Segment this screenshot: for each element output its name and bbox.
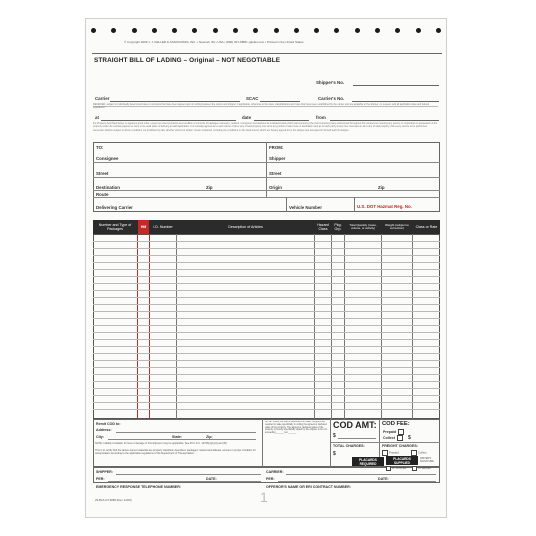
prepaid-text: Prepaid bbox=[383, 429, 397, 434]
zip-label-cod: Zip: bbox=[206, 435, 213, 439]
hole-icon bbox=[253, 28, 258, 33]
destination-label: Destination bbox=[96, 185, 120, 190]
by-shipper-text: BY SHIPPER bbox=[392, 467, 407, 471]
cod-fee-dollar: $ bbox=[408, 435, 411, 441]
divider bbox=[262, 419, 263, 467]
remit-cod-label: Remit COD to: bbox=[96, 422, 121, 426]
hole-icon bbox=[294, 28, 299, 33]
shipper-sig-field[interactable] bbox=[116, 474, 261, 475]
usdot-label: U.S. DOT Hazmat Reg. No. bbox=[357, 204, 412, 209]
placards-supplied-tag: PLACARDS SUPPLIED bbox=[386, 456, 418, 465]
table-row bbox=[93, 360, 440, 361]
per-field-2[interactable] bbox=[278, 481, 436, 482]
col-id-number: I.D. Number bbox=[153, 225, 173, 229]
by-driver-checkbox[interactable] bbox=[412, 466, 417, 471]
state-label: State: bbox=[172, 435, 182, 439]
by-shipper-label bbox=[386, 466, 406, 471]
table-row bbox=[93, 409, 440, 410]
total-charges-label: TOTAL CHARGES: bbox=[333, 444, 365, 448]
shippers-no-field[interactable] bbox=[353, 85, 439, 86]
hole-icon bbox=[192, 28, 197, 33]
property-text: the Property described below, in apparent good order, except as noted (contents and condition of contents of packages unknown), marked, consigned, and destined as indicated below which said company (the word company being understood throughout this contract as meaning any person or corporation in possession of the property under the contract) agrees to carry to its usual place of delivery at said destination. It is mutually agreed as to each carrier of all or any of said property over all or any portion of said route to destination and as to each party at any time interested in all or any of said property, that every service to be performed hereunder shall be subject to all the conditions not prohibited by law, whether printed or written, herein contained, including the conditions on the back hereof, which are hereby agreed to by the shipper and accepted for himself and his assigns. bbox=[93, 122, 438, 132]
carrier-sig-field[interactable] bbox=[286, 474, 436, 475]
hole-icon bbox=[355, 28, 360, 33]
table-row bbox=[93, 255, 440, 256]
table-row bbox=[93, 332, 440, 333]
col-total-quantity: Total Quantity (mass, volume, or activity) bbox=[349, 222, 377, 230]
table-row bbox=[93, 241, 440, 242]
shipment-table-header bbox=[93, 220, 440, 234]
table-row bbox=[93, 248, 440, 249]
consignee-field[interactable] bbox=[93, 162, 266, 163]
carrier-sig-label: CARRIER: bbox=[266, 470, 284, 474]
divider bbox=[354, 197, 355, 212]
scac-label: SCAC bbox=[246, 96, 259, 101]
liability-note: NOTE: Liability Limitation for loss or damage in this shipment may be applicable. See 49 U.S.C. 14706(c)(1)(A) and (B). bbox=[95, 442, 228, 445]
hole-icon bbox=[213, 28, 218, 33]
address-label: Address: bbox=[96, 428, 112, 432]
at-label: at bbox=[95, 115, 99, 120]
address-field[interactable] bbox=[116, 432, 256, 433]
table-row bbox=[93, 311, 440, 312]
table-row bbox=[93, 388, 440, 389]
value-note: NOTE: Where the rate is dependent on value, shippers are required to state specifically in writing the agreed or declared value of the property. The agreed or declared value of the property is hereby specifically stated by the shipper to be not exceeding ______ per ______. bbox=[265, 421, 327, 435]
hole-icon bbox=[152, 28, 157, 33]
table-row bbox=[93, 276, 440, 277]
hole-icon bbox=[416, 28, 421, 33]
collect-text: Collect bbox=[383, 435, 395, 440]
date-label: date bbox=[242, 115, 252, 120]
table-row bbox=[93, 374, 440, 375]
fc-prepaid-text: Prepaid bbox=[389, 450, 399, 455]
col-class-rate: Class or Rate bbox=[415, 225, 438, 229]
cod-collect-label bbox=[383, 435, 403, 441]
col-pkg-grp: Pkg. Grp. bbox=[334, 223, 342, 231]
form-title: STRAIGHT BILL OF LADING – Original – NOT NEGOTIABLE bbox=[94, 57, 281, 64]
origin-label: Origin bbox=[269, 185, 282, 190]
form-code: 29-BLS-C3 9089 (Rev. 11/09) bbox=[95, 498, 132, 502]
city-field[interactable] bbox=[108, 439, 256, 440]
table-row bbox=[93, 304, 440, 305]
col-packages: Number and Type of Packages bbox=[98, 223, 132, 231]
vehicle-number-label: Vehicle Number bbox=[289, 205, 322, 210]
certify-note: This is to certify that the above-named materials are properly classified, described, packaged, marked and labeled, and are in proper condition for transportation according to the applicable regulations of the Department of Transportation. bbox=[95, 449, 256, 456]
shipper-sig-label: SHIPPER: bbox=[96, 470, 113, 474]
received-text: RECEIVED, subject to individually determined rates or contracts that have been agreed upon in writing between the carrier and shipper, if applicable, otherwise to the rates, classifications and rules that have been established by the carrier and are available to the shipper, on request, and all applicable state and federal regulations. bbox=[93, 103, 438, 107]
col-weight: Weight (subject to correction) bbox=[385, 222, 409, 230]
total-dollar: $ bbox=[333, 451, 336, 457]
property-terms bbox=[93, 122, 438, 142]
copyright-line: © Copyright 2009 J. J. KELLER & ASSOCIATES, INC. • Neenah, WI • USA • (800) 327-6868 • jjkeller.com • Printed in the United States bbox=[124, 40, 304, 44]
divider bbox=[286, 197, 287, 212]
hole-icon bbox=[233, 28, 238, 33]
cod-amt-label: COD AMT: bbox=[333, 420, 377, 430]
street-field[interactable] bbox=[93, 177, 266, 178]
street-label-2: Street bbox=[269, 171, 282, 176]
cod-dollar: $ bbox=[333, 433, 336, 439]
to-header: TO: bbox=[96, 145, 104, 150]
table-row bbox=[93, 262, 440, 263]
divider bbox=[330, 419, 331, 467]
table-row bbox=[93, 318, 440, 319]
collect-checkbox[interactable] bbox=[397, 435, 403, 441]
table-row bbox=[93, 395, 440, 396]
driver-signature-label: DRIVER'S SIGNATURE bbox=[420, 457, 434, 464]
col-hm: HM bbox=[138, 220, 149, 234]
route-label: Route bbox=[96, 192, 109, 197]
table-row bbox=[93, 325, 440, 326]
zip-label: Zip bbox=[206, 185, 213, 190]
at-field[interactable] bbox=[101, 120, 236, 121]
divider bbox=[330, 442, 440, 443]
col-description: Description of Articles bbox=[228, 225, 263, 229]
col-hazard-class: Hazard Class bbox=[317, 223, 329, 231]
by-driver-label bbox=[412, 466, 431, 471]
table-row bbox=[93, 367, 440, 368]
date-field[interactable] bbox=[254, 120, 309, 121]
date-sig-label-2: DATE: bbox=[378, 477, 389, 481]
cod-amount-field[interactable] bbox=[338, 438, 376, 439]
emergency-phone-label: EMERGENCY RESPONSE TELEPHONE NUMBER: bbox=[96, 485, 181, 489]
hole-icon bbox=[172, 28, 177, 33]
table-row bbox=[93, 381, 440, 382]
received-terms bbox=[93, 103, 438, 115]
placards-required-tag: PLACARDS REQUIRED bbox=[352, 457, 384, 466]
date-sig-label: DATE: bbox=[206, 477, 217, 481]
table-row bbox=[93, 339, 440, 340]
divider bbox=[92, 53, 442, 54]
street-label: Street bbox=[96, 171, 109, 176]
street-field-2[interactable] bbox=[266, 177, 440, 178]
shipper-field[interactable] bbox=[266, 162, 440, 163]
shipper-label: Shipper bbox=[269, 156, 286, 161]
carrier-label: Carrier bbox=[95, 96, 110, 101]
table-row bbox=[93, 283, 440, 284]
city-label: City: bbox=[96, 435, 104, 439]
hole-icon bbox=[314, 28, 319, 33]
hole-icon bbox=[395, 28, 400, 33]
per-label-2: PER: bbox=[266, 477, 275, 481]
table-row bbox=[93, 269, 440, 270]
by-driver-text: BY DRIVER bbox=[418, 467, 431, 471]
hole-icon bbox=[132, 28, 137, 33]
fc-collect-text: Collect bbox=[418, 450, 427, 455]
divider bbox=[266, 142, 267, 197]
table-row bbox=[93, 346, 440, 347]
carriers-no-field[interactable] bbox=[352, 101, 439, 102]
shippers-no-label: Shipper's No. bbox=[316, 80, 345, 85]
destination-field[interactable] bbox=[93, 190, 266, 191]
table-row bbox=[93, 353, 440, 354]
cod-fee-label: COD FEE: bbox=[382, 421, 410, 427]
bill-of-lading-form bbox=[85, 18, 447, 518]
from-field[interactable] bbox=[330, 120, 439, 121]
per-field[interactable] bbox=[108, 481, 261, 482]
binding-holes bbox=[91, 28, 441, 36]
hole-icon bbox=[111, 28, 116, 33]
zip-label-2: Zip bbox=[378, 185, 385, 190]
freight-charges-label: FREIGHT CHARGES: bbox=[382, 444, 418, 448]
from-label: from bbox=[316, 115, 326, 120]
hole-icon bbox=[91, 28, 96, 33]
carrier-field[interactable] bbox=[110, 101, 240, 102]
consignee-label: Consignee bbox=[96, 156, 119, 161]
from-header: FROM: bbox=[269, 145, 284, 150]
hole-icon bbox=[274, 28, 279, 33]
offeror-label: OFFEROR'S NAME OR ERI CONTRACT NUMBER: bbox=[266, 485, 351, 489]
carriers-no-label: Carrier's No. bbox=[318, 96, 345, 101]
hole-icon bbox=[334, 28, 339, 33]
scac-field[interactable] bbox=[260, 101, 300, 102]
page-number: 1 bbox=[260, 489, 268, 505]
origin-field[interactable] bbox=[266, 190, 440, 191]
route-field[interactable] bbox=[93, 197, 440, 198]
table-row bbox=[93, 297, 440, 298]
hole-icon bbox=[436, 28, 441, 33]
table-row bbox=[93, 402, 440, 403]
hole-icon bbox=[375, 28, 380, 33]
table-row bbox=[93, 290, 440, 291]
delivering-carrier-label: Delivering Carrier bbox=[96, 205, 133, 210]
per-label: PER: bbox=[96, 477, 105, 481]
by-shipper-checkbox[interactable] bbox=[386, 466, 391, 471]
